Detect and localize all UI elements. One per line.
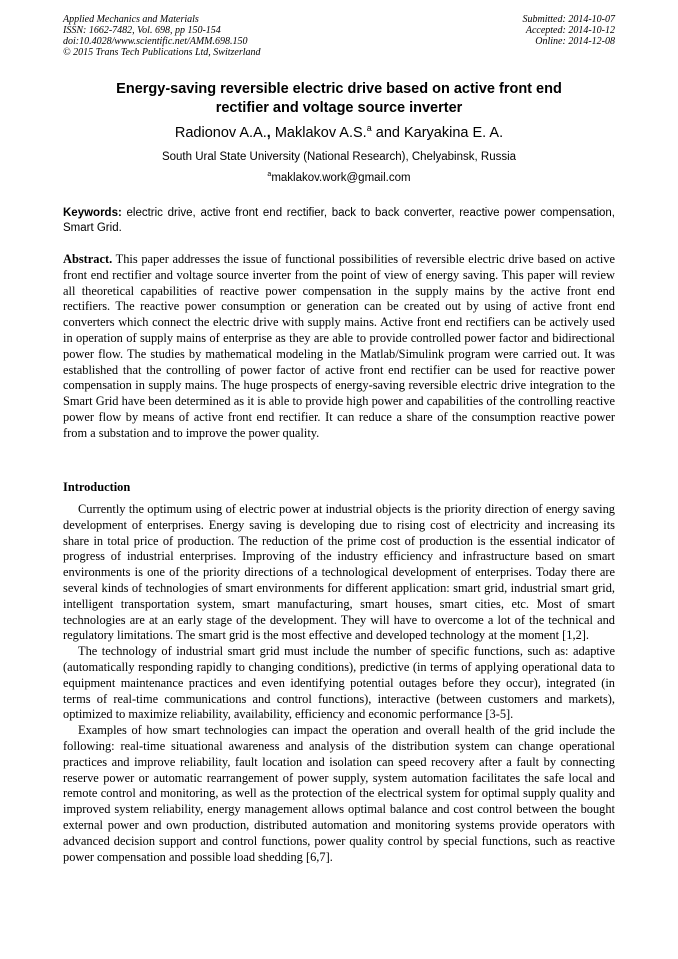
author-2: Maklakov A.S. bbox=[270, 125, 367, 141]
author-1: Radionov A.A. bbox=[174, 125, 267, 141]
title-line-1: Energy-saving reversible electric drive based on active front end bbox=[116, 81, 562, 97]
email-superscript: a bbox=[267, 171, 272, 179]
author-3: and Karyakina E. A. bbox=[371, 125, 504, 141]
paper-title bbox=[40, 80, 638, 118]
online-date: Online: 2014-12-08 bbox=[535, 36, 615, 47]
introduction-body bbox=[63, 502, 615, 865]
contact-email bbox=[40, 171, 638, 185]
affiliation: South Ural State University (National Research), Chelyabinsk, Russia bbox=[161, 151, 517, 163]
keywords-text: electric drive, active front end rectifier, back to back converter, reactive power compensation, Smart Grid. bbox=[63, 207, 615, 234]
keywords-label: Keywords: bbox=[63, 207, 122, 219]
submission-dates bbox=[523, 14, 616, 47]
issn-line: ISSN: 1662-7482, Vol. 698, pp 150-154 bbox=[63, 25, 221, 36]
section-heading-introduction: Introduction bbox=[63, 480, 131, 494]
intro-paragraph-2: The technology of industrial smart grid must include the number of specific functions, such as: adaptive (automatically responding rapidly to changing conditions), predictive (in terms of applying operational data to equipment maintenance practices and even identifying potential outages before they occur), integrated (in terms of real-time communications and control functions), interactive (between customers and markets), optimized to maximize reliability, availability, efficiency and economic performance [3-5]. bbox=[63, 644, 615, 722]
author-separator: , bbox=[266, 125, 271, 141]
intro-paragraph-3: Examples of how smart technologies can impact the operation and overall health of the grid include the following: real-time situational awareness and analysis of the distribution system can change operational practices and improve reliability, fault location and isolation can speed recovery after a fault by connecting reserve power or automatic rearrangement of power supply, system automation facilitates the safe local and remote control and monitoring, as well as the protection of the electrical system for optimal supply quality and improved system reliability, energy management allows optimal balance and cost control between the bought external power and own production, distributed automation and monitoring systems provide operators with advanced decision support and control functions, power quality control by special functions, such as reactive power compensation and possible load shedding [6,7]. bbox=[63, 723, 615, 864]
submitted-date: Submitted: 2014-10-07 bbox=[522, 14, 615, 25]
doi-line: doi:10.4028/www.scientific.net/AMM.698.150 bbox=[63, 36, 248, 47]
abstract-label: Abstract. bbox=[63, 252, 113, 266]
abstract-text: This paper addresses the issue of functional possibilities of reversible electric drive based on active front end rectifier and voltage source inverter from the point of view of energy saving. This paper will review all theoretical capabilities of reactive power compensation in the supply mains by the active front end rectifiers. The reactive power consumption or generation can be created out by using of active front end converters which connect the electric drive with supply mains. Active front end rectifiers can be actively used in operation of supply mains of enterprise as they are able to provide controlled power factor and bidirectional power flow. The studies by mathematical modeling in the Matlab/Simulink program were carried out. It was established that the controlling of power factor of active front end rectifier can be used for reactive power compensation in supply mains. The huge prospects of energy-saving reversible electric drive integration to the Smart Grid have been determined as it is able to provide high power and capabilities of the controlling reactive power flow by means of active front end rectifier. It can reduce a share of the consumption reactive power from a substation and to improve the power quality. bbox=[63, 252, 615, 440]
accepted-date: Accepted: 2014-10-12 bbox=[525, 25, 615, 36]
journal-name: Applied Mechanics and Materials bbox=[63, 14, 199, 25]
author-2-superscript: a bbox=[366, 123, 372, 134]
keywords-block bbox=[63, 206, 615, 236]
copyright-line: © 2015 Trans Tech Publications Ltd, Switzerland bbox=[63, 47, 261, 58]
author-list bbox=[40, 124, 638, 142]
journal-info bbox=[63, 14, 261, 58]
abstract-block bbox=[63, 252, 615, 442]
email-address: maklakov.work@gmail.com bbox=[271, 172, 411, 184]
title-line-2: rectifier and voltage source inverter bbox=[215, 100, 463, 116]
intro-paragraph-1: Currently the optimum using of electric power at industrial objects is the priority direction of energy saving development of enterprises. Energy saving is developing due to rising cost of electricity and increasing its share in total price of production. The reduction of the prime cost of production is the essential indicator of progress of industrial enterprises. Improving of the industry efficiency and infrastructure based on smart environments is one of the priority directions of a technological development of enterprises. Today there are several kinds of technologies of smart environments for different application: smart grid, industrial smart grid, intelligent transportation system, smart manufacturing, smart houses, smart cities, etc. Most of smart technologies are at an early stage of the development. They will have to overcome a lot of the technical and regulatory limitations. The smart grid is the most effective and developed technology at the moment [1,2]. bbox=[63, 502, 615, 643]
